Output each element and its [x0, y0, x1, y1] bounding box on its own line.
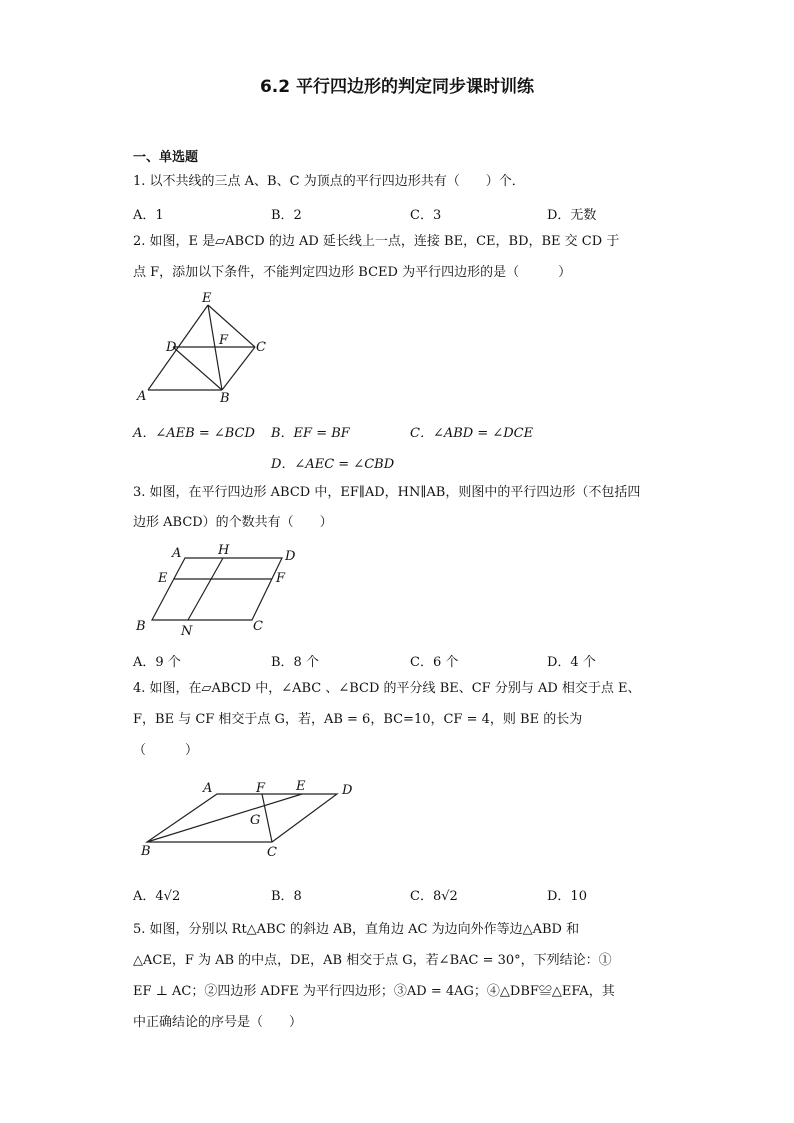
q4-option-b: B．8	[271, 889, 302, 904]
q3-option-d: D．4 个	[547, 655, 596, 670]
q2-label-f: F	[219, 333, 229, 348]
q1-option-c: C．3	[410, 208, 442, 223]
q4-label-d: D	[342, 783, 353, 798]
q3-label-e: E	[158, 571, 168, 586]
q4-label-b: B	[141, 844, 151, 859]
q3-label-b: B	[136, 619, 146, 634]
q3-figure	[130, 540, 310, 645]
q4-option-a: A．4√2	[133, 889, 181, 904]
q2-label-d: D	[166, 340, 177, 355]
q4-label-f: F	[256, 781, 266, 796]
question-1-stem: 1. 以不共线的三点 A、B、C 为顶点的平行四边形共有（ ）个．	[133, 174, 525, 189]
q4-label-g: G	[250, 813, 261, 828]
q4-option-c: C．8√2	[410, 889, 458, 904]
question-2-line-2: 点 F，添加以下条件，不能判定四边形 BCED 为平行四边形的是（ ）	[133, 265, 572, 280]
q2-label-a: A	[137, 389, 147, 404]
q4-label-a: A	[203, 781, 213, 796]
q3-option-a: A．9 个	[133, 655, 181, 670]
q4-figure	[130, 770, 370, 865]
q3-option-c: C．6 个	[410, 655, 459, 670]
q2-option-b: B．EF = BF	[271, 426, 350, 441]
q4-option-d: D．10	[547, 889, 587, 904]
q2-figure	[130, 290, 290, 410]
question-4-line-3: （ ）	[133, 743, 199, 758]
question-5-line-1: 5. 如图，分别以 Rt△ABC 的斜边 AB，直角边 AC 为边向外作等边△ABD 和	[133, 922, 580, 937]
question-5-line-4: 中正确结论的序号是（ ）	[133, 1015, 303, 1030]
q3-label-a: A	[172, 546, 182, 561]
q3-label-n: N	[181, 624, 193, 639]
q1-option-a: A．1	[133, 208, 164, 223]
section-heading: 一、单选题	[133, 150, 199, 165]
page-title: 6.2 平行四边形的判定同步课时训练	[259, 77, 535, 97]
q4-label-c: C	[267, 845, 277, 860]
q3-label-d: D	[285, 549, 296, 564]
question-2-line-1: 2. 如图，E 是▱ABCD 的边 AD 延长线上一点，连接 BE，CE，BD，BE 交 CD 于	[133, 234, 620, 249]
q3-label-h: H	[218, 543, 230, 558]
q2-option-c: C．∠ABD = ∠DCE	[410, 426, 534, 441]
q2-label-b: B	[220, 391, 230, 406]
q2-label-e: E	[202, 291, 212, 306]
q2-option-a: A．∠AEB = ∠BCD	[133, 426, 255, 441]
q3-label-f: F	[276, 571, 286, 586]
q4-label-e: E	[296, 779, 306, 794]
question-4-line-2: F，BE 与 CF 相交于点 G，若，AB = 6，BC=10，CF = 4，则 BE 的长为	[133, 712, 583, 727]
question-4-line-1: 4. 如图，在▱ABCD 中，∠ABC 、∠BCD 的平分线 BE、CF 分别与 AD 相交于点 E、	[133, 681, 641, 696]
q1-option-b: B．2	[271, 208, 302, 223]
q2-label-c: C	[256, 340, 266, 355]
question-5-line-2: △ACE，F 为 AB 的中点，DE，AB 相交于点 G，若∠BAC = 30°，下列结论：①	[133, 953, 612, 968]
question-5-line-3: EF ⊥ AC；②四边形 ADFE 为平行四边形；③AD = 4AG；④△DBF≌△EFA，其	[133, 984, 615, 999]
question-3-line-2: 边形 ABCD）的个数共有（ ）	[133, 515, 333, 530]
q3-label-c: C	[253, 619, 263, 634]
q2-option-d: D．∠AEC = ∠CBD	[271, 457, 395, 472]
q3-option-b: B．8 个	[271, 655, 319, 670]
question-3-line-1: 3. 如图，在平行四边形 ABCD 中，EF∥AD，HN∥AB，则图中的平行四边形（不包括四	[133, 485, 641, 500]
q1-option-d: D．无数	[547, 208, 597, 223]
